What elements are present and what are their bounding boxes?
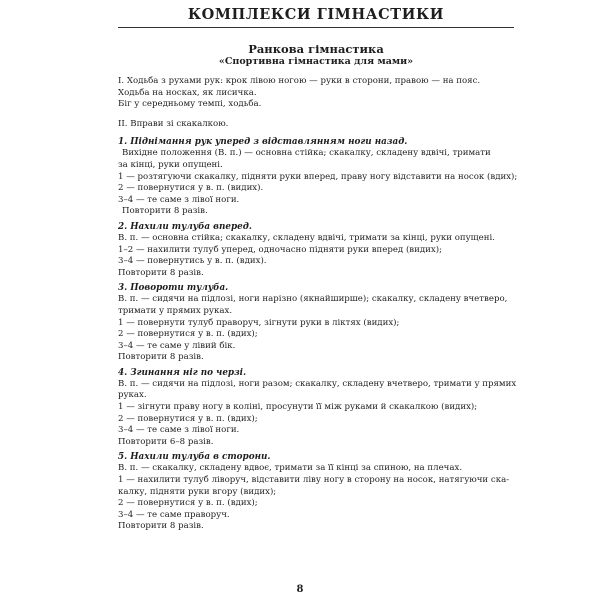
exercise-title: 1. Піднімання рук уперед з відставлянням ноги назад. <box>118 137 408 148</box>
section-subtitle: «Спортивна гімнастика для мами» <box>218 56 414 67</box>
text-line: 2 — повернутися у в. п. (видих). <box>118 183 264 194</box>
text-line: 2 — повернутися у в. п. (вдих); <box>118 498 258 509</box>
exercise-5 <box>118 451 514 533</box>
text-line: В. п. — основна стійка; скакалку, складену вдвічі, тримати за кінці, руки опущені. <box>118 232 495 243</box>
exercise-4 <box>118 367 517 449</box>
text-line: В. п. — скакалку, складену вдвоє, тримати за її кінці за спиною, на плечах. <box>118 463 463 474</box>
text-line: 1 — повернути тулуб праворуч, зігнути руки в ліктях (видих); <box>118 317 400 328</box>
part-two-title: ІІ. Вправи зі скакалкою. <box>118 118 229 129</box>
text-line: 1–2 — нахилити тулуб уперед, одночасно підняти руки вперед (видих); <box>118 244 442 255</box>
header-divider <box>118 27 514 28</box>
page-header-title: КОМПЛЕКСИ ГІМНАСТИКИ <box>187 6 445 23</box>
text-line: Повторити 6–8 разів. <box>118 436 214 447</box>
text-line: 3–4 — повернутись у в. п. (вдих). <box>118 256 267 267</box>
text-line: Повторити 8 разів. <box>118 267 204 278</box>
text-line: 2 — повернутися у в. п. (вдих); <box>118 329 258 340</box>
exercise-title: 2. Нахили тулуба вперед. <box>118 221 252 232</box>
exercise-title: 3. Повороти тулуба. <box>118 283 229 294</box>
text-line: І. Ходьба з рухами рук: крок лівою ногою — руки в сторони, правою — на пояс. <box>118 76 481 86</box>
text-line: Повторити 8 разів. <box>122 206 208 217</box>
exercise-1 <box>118 136 518 218</box>
text-line: калку, підняти руки вгору (видих); <box>118 486 277 497</box>
text-line: 3–4 — те саме з лівої ноги. <box>118 425 240 436</box>
text-line: 3–4 — те саме праворуч. <box>118 509 230 520</box>
text-line: 3–4 — те саме у лівий бік. <box>118 340 236 351</box>
text-line: 1 — зігнути праву ногу в коліні, просунути її між руками й скакалкою (видих); <box>118 402 478 413</box>
text-line: Повторити 8 разів. <box>118 521 204 532</box>
text-line: В. п. — сидячи на підлозі, ноги нарізно (якнайширше); скакалку, складену вчетверо, <box>118 294 508 305</box>
page-number: 8 <box>296 584 304 595</box>
exercise-2 <box>118 221 514 279</box>
exercise-3 <box>118 282 514 364</box>
text-line: 3–4 — те саме з лівої ноги. <box>118 194 240 205</box>
text-line: Вихідне положення (В. п.) — основна стійка; скакалку, складену вдвічі, тримати <box>122 148 491 159</box>
text-line: В. п. — сидячи на підлозі, ноги разом; скакалку, складену вчетверо, тримати у прямих <box>118 378 517 389</box>
exercise-title: 4. Згинання ніг по черзі. <box>118 367 247 378</box>
text-line: тримати у прямих руках. <box>118 305 233 316</box>
section-title: Ранкова гімнастика <box>248 42 384 56</box>
text-line: Біг у середньому темпі, ходьба. <box>118 99 262 110</box>
text-line: Ходьба на носках, як лисичка. <box>118 87 257 98</box>
part-one <box>118 76 514 111</box>
text-line: за кінці, руки опущені. <box>118 159 223 170</box>
text-line: руках. <box>118 390 147 401</box>
text-line: 1 — розтягуючи скакалку, підняти руки вперед, праву ногу відставити на носок (вдих); <box>118 171 518 182</box>
text-line: 1 — нахилити тулуб ліворуч, відставити ліву ногу в сторону на носок, натягуючи ска- <box>118 475 510 486</box>
exercise-title: 5. Нахили тулуба в сторони. <box>118 452 271 463</box>
text-line: Повторити 8 разів. <box>118 352 204 363</box>
text-line: 2 — повернутися у в. п. (вдих); <box>118 413 258 424</box>
